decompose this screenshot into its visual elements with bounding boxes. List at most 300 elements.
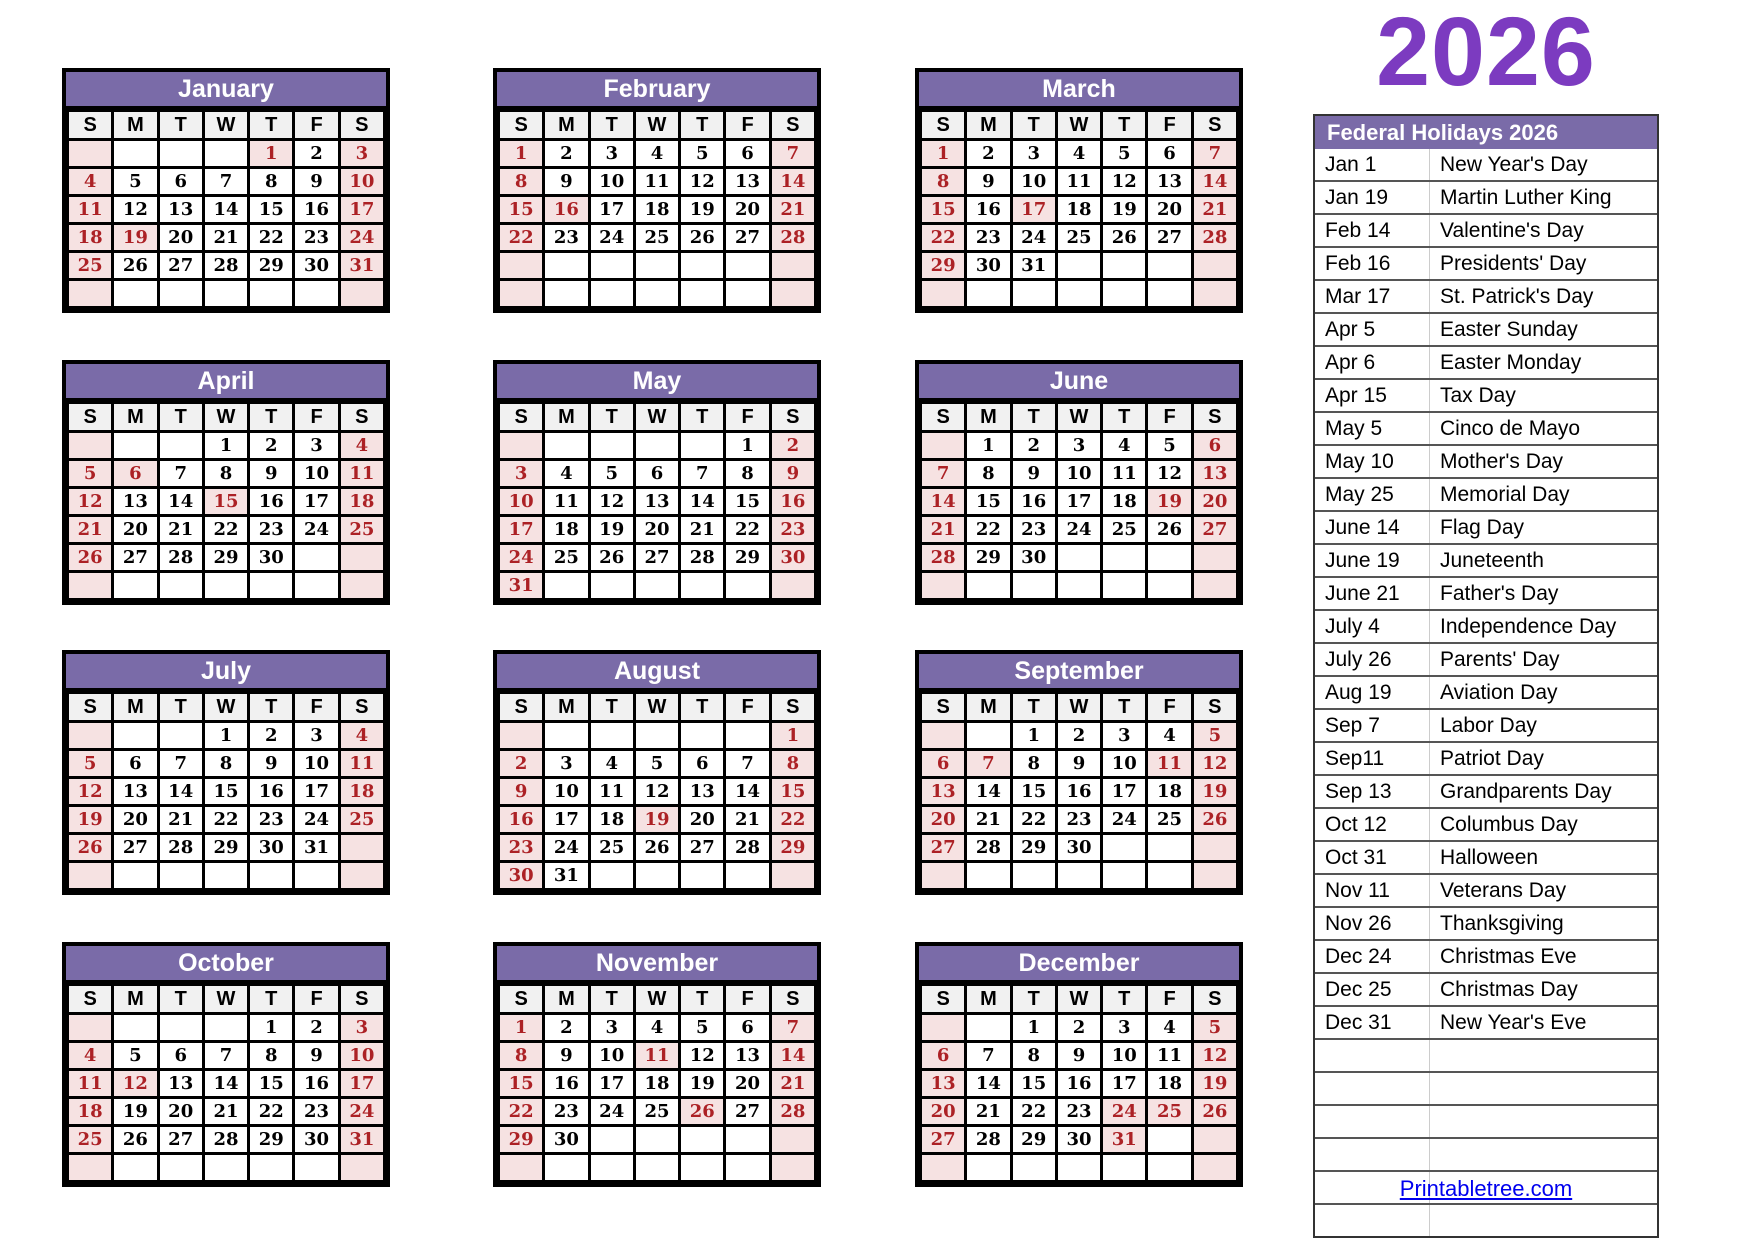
day-cell [589, 432, 634, 460]
day-cell: 24 [339, 224, 384, 252]
day-cell: 15 [203, 778, 248, 806]
day-header: W [1056, 985, 1101, 1014]
day-cell: 19 [1192, 778, 1237, 806]
day-header: M [966, 693, 1011, 722]
day-cell: 12 [1102, 168, 1147, 196]
holiday-row [1315, 676, 1657, 709]
day-cell [680, 252, 725, 280]
day-cell: 22 [499, 1098, 544, 1126]
day-header: T [589, 111, 634, 140]
day-header: S [770, 403, 815, 432]
day-header: T [589, 693, 634, 722]
day-cell: 4 [544, 460, 589, 488]
month-table [919, 983, 1239, 1183]
day-cell: 31 [544, 862, 589, 890]
day-cell: 26 [113, 252, 158, 280]
day-cell [725, 572, 770, 600]
day-cell: 9 [544, 1042, 589, 1070]
day-cell: 21 [966, 806, 1011, 834]
day-cell: 27 [1147, 224, 1192, 252]
day-cell [634, 252, 679, 280]
day-cell: 15 [249, 196, 294, 224]
day-cell: 8 [725, 460, 770, 488]
holiday-date: Dec 24 [1315, 940, 1430, 973]
day-cell: 1 [1011, 1014, 1056, 1042]
day-cell: 19 [1102, 196, 1147, 224]
day-cell: 28 [158, 834, 203, 862]
day-cell: 8 [203, 460, 248, 488]
day-cell [680, 432, 725, 460]
holiday-row [1315, 412, 1657, 445]
day-cell: 14 [770, 168, 815, 196]
day-cell [68, 1014, 113, 1042]
day-header: S [68, 693, 113, 722]
day-cell: 23 [499, 834, 544, 862]
day-cell: 27 [725, 224, 770, 252]
month-table [66, 109, 386, 309]
day-cell: 7 [158, 750, 203, 778]
day-cell [1056, 1154, 1101, 1182]
day-header: S [499, 693, 544, 722]
holiday-date: Mar 17 [1315, 280, 1430, 313]
day-header: W [203, 693, 248, 722]
day-cell: 22 [921, 224, 966, 252]
day-cell: 2 [499, 750, 544, 778]
day-cell: 27 [158, 252, 203, 280]
day-cell: 31 [499, 572, 544, 600]
day-cell: 7 [1192, 140, 1237, 168]
day-cell: 5 [68, 460, 113, 488]
day-header: T [680, 985, 725, 1014]
day-cell: 16 [1011, 488, 1056, 516]
day-cell: 13 [113, 488, 158, 516]
day-cell: 9 [294, 168, 339, 196]
day-cell: 22 [725, 516, 770, 544]
day-cell: 30 [544, 1126, 589, 1154]
day-cell: 12 [68, 488, 113, 516]
day-cell: 28 [680, 544, 725, 572]
holiday-date: Nov 11 [1315, 874, 1430, 907]
day-cell [589, 862, 634, 890]
day-cell: 22 [203, 516, 248, 544]
day-cell: 13 [158, 196, 203, 224]
day-cell: 23 [544, 224, 589, 252]
day-cell: 29 [725, 544, 770, 572]
holidays-body [1315, 149, 1657, 1236]
day-cell [1192, 834, 1237, 862]
holiday-name [1430, 1138, 1658, 1171]
day-cell: 22 [1011, 806, 1056, 834]
holidays-panel [1313, 114, 1659, 1238]
day-cell: 1 [203, 432, 248, 460]
day-cell [544, 1154, 589, 1182]
day-cell [158, 140, 203, 168]
day-cell: 16 [499, 806, 544, 834]
day-cell: 4 [634, 1014, 679, 1042]
day-header: F [294, 111, 339, 140]
day-cell: 13 [921, 778, 966, 806]
holiday-name: Columbus Day [1430, 808, 1658, 841]
holiday-name [1430, 1039, 1658, 1072]
day-cell [921, 432, 966, 460]
day-cell: 17 [1056, 488, 1101, 516]
day-cell: 21 [158, 806, 203, 834]
day-cell: 7 [725, 750, 770, 778]
day-cell: 2 [294, 1014, 339, 1042]
holiday-date: Feb 14 [1315, 214, 1430, 247]
day-cell: 11 [1056, 168, 1101, 196]
holiday-date: July 26 [1315, 643, 1430, 676]
day-header: T [1102, 111, 1147, 140]
day-cell: 12 [680, 1042, 725, 1070]
day-cell: 30 [1056, 834, 1101, 862]
day-header: M [966, 111, 1011, 140]
day-cell: 24 [1056, 516, 1101, 544]
day-cell: 8 [921, 168, 966, 196]
day-cell: 28 [921, 544, 966, 572]
day-cell [249, 1154, 294, 1182]
day-cell: 4 [339, 722, 384, 750]
month-title: April [66, 364, 386, 401]
day-cell [1011, 862, 1056, 890]
day-cell [966, 722, 1011, 750]
day-header: S [339, 111, 384, 140]
day-cell: 30 [1056, 1126, 1101, 1154]
day-cell: 13 [158, 1070, 203, 1098]
day-cell: 2 [249, 722, 294, 750]
day-cell [634, 280, 679, 308]
month-may [493, 360, 821, 605]
day-cell [1192, 572, 1237, 600]
day-cell [158, 432, 203, 460]
day-cell: 15 [966, 488, 1011, 516]
day-header: S [1192, 693, 1237, 722]
day-cell: 11 [589, 778, 634, 806]
day-cell [1147, 834, 1192, 862]
day-cell: 15 [725, 488, 770, 516]
day-header: S [339, 403, 384, 432]
day-cell: 11 [68, 1070, 113, 1098]
day-cell: 20 [158, 224, 203, 252]
day-header: T [680, 403, 725, 432]
holiday-row [1315, 445, 1657, 478]
day-cell: 14 [770, 1042, 815, 1070]
holiday-name: Halloween [1430, 841, 1658, 874]
day-header: T [1102, 985, 1147, 1014]
month-table [497, 691, 817, 891]
day-cell: 18 [634, 1070, 679, 1098]
day-cell: 15 [1011, 1070, 1056, 1098]
day-cell: 28 [770, 224, 815, 252]
day-cell: 4 [589, 750, 634, 778]
day-cell [203, 280, 248, 308]
holiday-date: Dec 25 [1315, 973, 1430, 1006]
day-cell: 21 [1192, 196, 1237, 224]
day-header: F [294, 403, 339, 432]
day-cell: 28 [203, 1126, 248, 1154]
day-cell: 20 [113, 516, 158, 544]
day-header: F [1147, 693, 1192, 722]
day-cell: 8 [1011, 1042, 1056, 1070]
holiday-date [1315, 1138, 1430, 1171]
holiday-date: Feb 16 [1315, 247, 1430, 280]
day-cell: 26 [680, 224, 725, 252]
day-cell [158, 572, 203, 600]
day-cell [294, 544, 339, 572]
holiday-row [1315, 379, 1657, 412]
day-cell [589, 722, 634, 750]
month-title: September [919, 654, 1239, 691]
day-cell [1011, 572, 1056, 600]
day-cell: 9 [249, 750, 294, 778]
day-cell: 18 [634, 196, 679, 224]
holiday-name: Martin Luther King [1430, 181, 1658, 214]
day-cell: 31 [294, 834, 339, 862]
holiday-date: Apr 5 [1315, 313, 1430, 346]
day-cell [1147, 862, 1192, 890]
day-header: F [725, 111, 770, 140]
day-cell [921, 280, 966, 308]
holiday-empty-row [1315, 1039, 1657, 1072]
holiday-row [1315, 973, 1657, 1006]
day-cell: 6 [634, 460, 679, 488]
day-cell: 24 [589, 1098, 634, 1126]
day-cell [1011, 280, 1056, 308]
holiday-row [1315, 149, 1657, 181]
day-cell: 25 [339, 806, 384, 834]
day-cell: 15 [1011, 778, 1056, 806]
day-cell: 2 [544, 140, 589, 168]
day-cell: 28 [966, 834, 1011, 862]
day-cell: 12 [1192, 750, 1237, 778]
day-cell [203, 862, 248, 890]
day-cell: 28 [770, 1098, 815, 1126]
day-cell: 5 [113, 168, 158, 196]
day-cell [499, 252, 544, 280]
day-cell: 30 [294, 1126, 339, 1154]
holiday-name: Flag Day [1430, 511, 1658, 544]
day-cell: 10 [339, 168, 384, 196]
day-header: S [770, 985, 815, 1014]
day-cell: 13 [725, 1042, 770, 1070]
day-cell: 9 [294, 1042, 339, 1070]
day-cell [680, 1126, 725, 1154]
holiday-name: Parents' Day [1430, 643, 1658, 676]
day-header: T [249, 403, 294, 432]
day-cell: 9 [499, 778, 544, 806]
day-cell: 20 [1147, 196, 1192, 224]
day-cell [68, 140, 113, 168]
holiday-name: Easter Sunday [1430, 313, 1658, 346]
day-cell: 31 [339, 252, 384, 280]
holiday-row [1315, 808, 1657, 841]
day-cell: 17 [294, 488, 339, 516]
day-cell: 18 [1102, 488, 1147, 516]
day-cell: 21 [68, 516, 113, 544]
day-header: F [1147, 111, 1192, 140]
day-cell [725, 862, 770, 890]
day-header: F [1147, 985, 1192, 1014]
day-cell: 9 [249, 460, 294, 488]
day-cell: 6 [725, 1014, 770, 1042]
day-header: T [158, 693, 203, 722]
day-header: M [113, 111, 158, 140]
day-cell [203, 572, 248, 600]
day-cell: 10 [1102, 750, 1147, 778]
day-header: S [499, 985, 544, 1014]
day-cell: 10 [589, 168, 634, 196]
day-cell: 2 [294, 140, 339, 168]
day-cell [634, 572, 679, 600]
day-cell: 24 [1102, 806, 1147, 834]
day-cell: 14 [966, 778, 1011, 806]
day-cell: 22 [1011, 1098, 1056, 1126]
holiday-name: Grandparents Day [1430, 775, 1658, 808]
day-cell: 2 [544, 1014, 589, 1042]
day-cell: 23 [294, 1098, 339, 1126]
day-cell: 14 [158, 488, 203, 516]
day-cell: 23 [249, 516, 294, 544]
holiday-name: New Year's Eve [1430, 1006, 1658, 1039]
day-cell: 25 [544, 544, 589, 572]
day-cell: 21 [203, 224, 248, 252]
day-cell: 7 [680, 460, 725, 488]
day-cell: 28 [203, 252, 248, 280]
day-cell: 10 [544, 778, 589, 806]
day-cell [770, 572, 815, 600]
day-cell [680, 862, 725, 890]
day-cell: 29 [921, 252, 966, 280]
day-cell [634, 432, 679, 460]
day-cell: 29 [770, 834, 815, 862]
holiday-row [1315, 214, 1657, 247]
day-cell: 20 [158, 1098, 203, 1126]
holiday-name: Independence Day [1430, 610, 1658, 643]
holiday-date: Sep 7 [1315, 709, 1430, 742]
day-cell: 19 [634, 806, 679, 834]
day-cell: 7 [203, 168, 248, 196]
day-cell [634, 1126, 679, 1154]
year-title: 2026 [1376, 0, 1596, 106]
day-cell: 24 [339, 1098, 384, 1126]
day-cell [544, 252, 589, 280]
day-cell: 26 [68, 544, 113, 572]
day-cell [1056, 252, 1101, 280]
day-cell: 5 [1102, 140, 1147, 168]
day-cell: 12 [113, 196, 158, 224]
day-cell [203, 1014, 248, 1042]
day-cell [770, 862, 815, 890]
day-cell: 8 [249, 1042, 294, 1070]
day-cell [544, 280, 589, 308]
day-cell: 6 [725, 140, 770, 168]
holiday-date: June 21 [1315, 577, 1430, 610]
holiday-name: Valentine's Day [1430, 214, 1658, 247]
day-header: F [1147, 403, 1192, 432]
day-cell: 12 [68, 778, 113, 806]
day-cell: 15 [249, 1070, 294, 1098]
day-header: S [68, 403, 113, 432]
day-cell: 8 [499, 1042, 544, 1070]
day-cell: 16 [770, 488, 815, 516]
day-cell [680, 722, 725, 750]
day-cell: 23 [1056, 1098, 1101, 1126]
day-cell [1056, 280, 1101, 308]
day-header: W [1056, 111, 1101, 140]
day-cell: 3 [589, 140, 634, 168]
day-cell [113, 280, 158, 308]
day-cell [725, 722, 770, 750]
day-cell: 10 [1056, 460, 1101, 488]
day-cell: 10 [339, 1042, 384, 1070]
holiday-date: Apr 15 [1315, 379, 1430, 412]
day-cell: 25 [68, 252, 113, 280]
day-header: F [725, 985, 770, 1014]
day-cell [294, 572, 339, 600]
day-cell: 22 [770, 806, 815, 834]
day-cell: 6 [113, 750, 158, 778]
day-cell [68, 1154, 113, 1182]
holiday-date: May 5 [1315, 412, 1430, 445]
day-cell: 26 [1102, 224, 1147, 252]
day-cell: 27 [921, 834, 966, 862]
day-cell: 24 [1102, 1098, 1147, 1126]
day-cell: 13 [725, 168, 770, 196]
footer-link[interactable]: Printabletree.com [1399, 1176, 1573, 1201]
day-cell: 16 [294, 1070, 339, 1098]
holiday-row [1315, 610, 1657, 643]
day-cell: 27 [158, 1126, 203, 1154]
holiday-name [1430, 1072, 1658, 1105]
month-november [493, 942, 821, 1187]
day-cell: 19 [113, 1098, 158, 1126]
day-cell: 1 [966, 432, 1011, 460]
day-header: M [966, 985, 1011, 1014]
holiday-row [1315, 1006, 1657, 1039]
day-cell: 9 [544, 168, 589, 196]
holiday-row [1315, 742, 1657, 775]
month-january [62, 68, 390, 313]
day-cell: 14 [203, 1070, 248, 1098]
day-header: T [158, 111, 203, 140]
day-cell: 3 [544, 750, 589, 778]
day-cell: 30 [966, 252, 1011, 280]
day-cell: 23 [544, 1098, 589, 1126]
day-cell: 21 [725, 806, 770, 834]
month-table [497, 983, 817, 1183]
holiday-name: Thanksgiving [1430, 907, 1658, 940]
day-cell: 10 [1102, 1042, 1147, 1070]
day-cell: 13 [680, 778, 725, 806]
day-cell: 27 [113, 834, 158, 862]
day-cell: 20 [1192, 488, 1237, 516]
day-cell: 13 [921, 1070, 966, 1098]
day-cell: 26 [634, 834, 679, 862]
month-title: March [919, 72, 1239, 109]
holiday-row [1315, 940, 1657, 973]
holiday-row [1315, 874, 1657, 907]
month-title: June [919, 364, 1239, 401]
day-cell [249, 280, 294, 308]
holiday-row [1315, 511, 1657, 544]
day-cell [339, 862, 384, 890]
day-cell: 30 [499, 862, 544, 890]
day-cell: 19 [589, 516, 634, 544]
day-cell [1147, 1126, 1192, 1154]
day-cell: 12 [1147, 460, 1192, 488]
day-cell: 12 [1192, 1042, 1237, 1070]
day-cell: 6 [158, 1042, 203, 1070]
